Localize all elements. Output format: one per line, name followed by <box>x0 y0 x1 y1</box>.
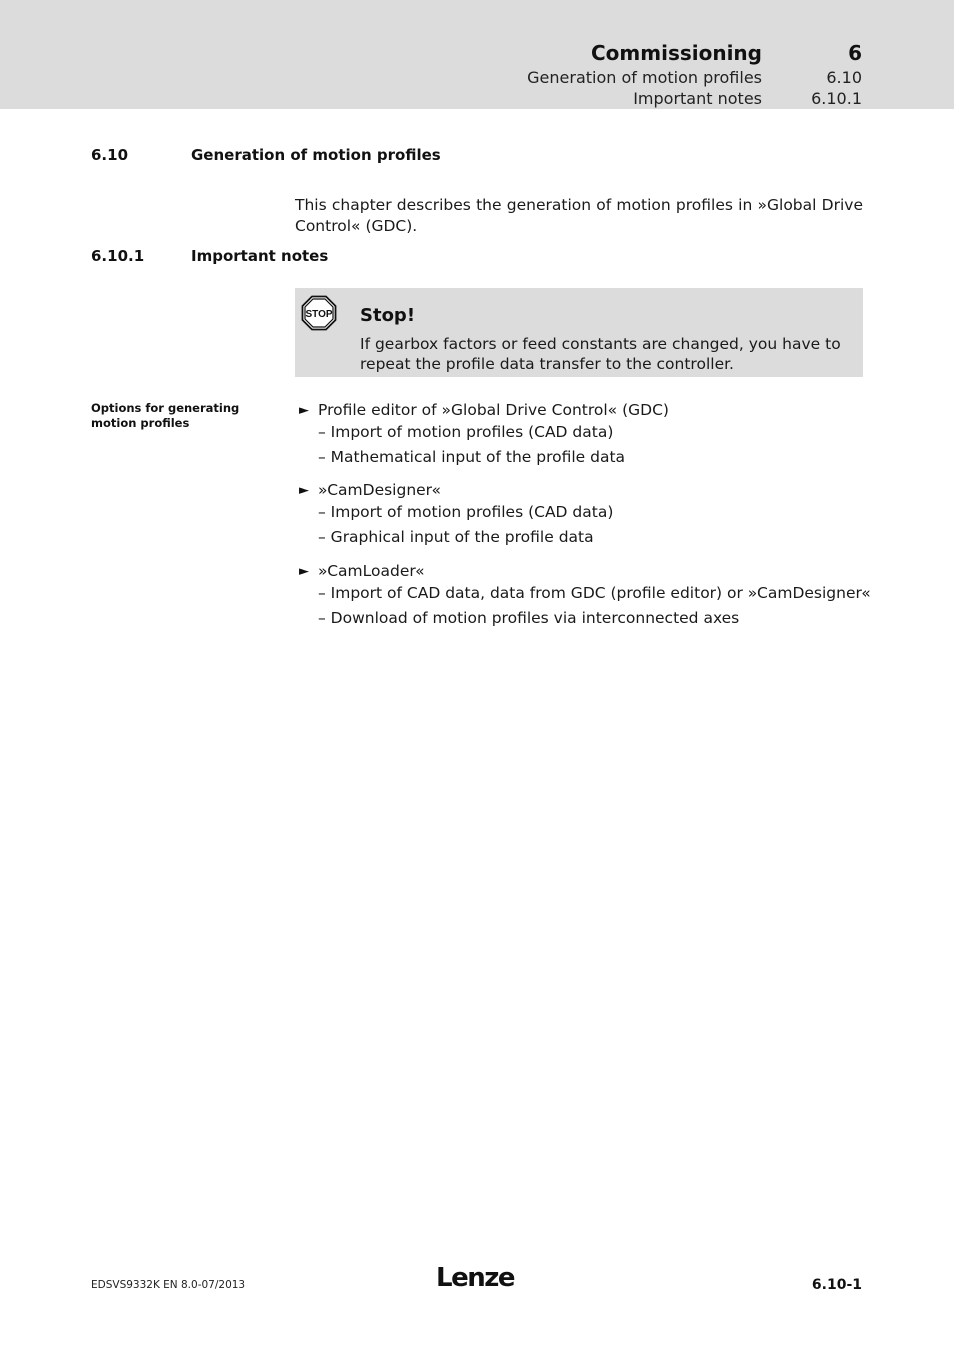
header-subsection-title: Important notes <box>633 89 762 108</box>
section-title: Generation of motion profiles <box>191 146 441 164</box>
option-subitem: – Download of motion profiles via interconnected axes <box>318 609 740 627</box>
stop-note <box>295 288 863 377</box>
option-subitem: – Mathematical input of the profile data <box>318 448 626 466</box>
bullet-arrow-icon: ► <box>299 563 309 579</box>
footer-page-number: 6.10-1 <box>811 1277 862 1293</box>
chapter-number: 6 <box>848 41 862 65</box>
subsection-title: Important notes <box>191 247 329 265</box>
option-subitem: – Import of CAD data, data from GDC (profile editor) or »CamDesigner« <box>318 584 871 602</box>
bullet-arrow-icon: ► <box>299 402 309 418</box>
option-item <box>299 400 669 470</box>
header-subsection-number: 6.10.1 <box>811 89 862 108</box>
header-band <box>0 0 954 109</box>
bullet-arrow-icon: ► <box>299 482 309 498</box>
option-item <box>299 480 613 550</box>
option-item <box>299 561 871 631</box>
option-subitem: – Graphical input of the profile data <box>318 528 594 546</box>
lenze-logo: Lenze <box>436 1263 514 1293</box>
chapter-title: Commissioning <box>590 41 762 65</box>
option-subitem: – Import of motion profiles (CAD data) <box>318 423 614 441</box>
stop-title: Stop! <box>360 305 416 326</box>
option-label: »CamDesigner« <box>318 481 441 499</box>
option-label: Profile editor of »Global Drive Control« (GDC) <box>318 401 669 419</box>
stop-sign-label: STOP <box>305 309 333 320</box>
option-subitem: – Import of motion profiles (CAD data) <box>318 503 614 521</box>
stop-sign-icon <box>301 295 337 331</box>
intro-paragraph: This chapter describes the generation of motion profiles in »Global Drive Control« (GDC). <box>295 196 863 235</box>
side-label: Options for generating motion profiles <box>91 401 240 430</box>
header-section-number: 6.10 <box>826 68 862 87</box>
stop-text: If gearbox factors or feed constants are changed, you have to repeat the profile data transfer to the controller. <box>360 335 841 373</box>
option-label: »CamLoader« <box>318 562 425 580</box>
header-section-title: Generation of motion profiles <box>527 68 762 87</box>
footer-doc-id: EDSVS9332K EN 8.0-07/2013 <box>91 1279 246 1291</box>
subsection-number: 6.10.1 <box>91 247 145 265</box>
section-number: 6.10 <box>91 146 129 164</box>
